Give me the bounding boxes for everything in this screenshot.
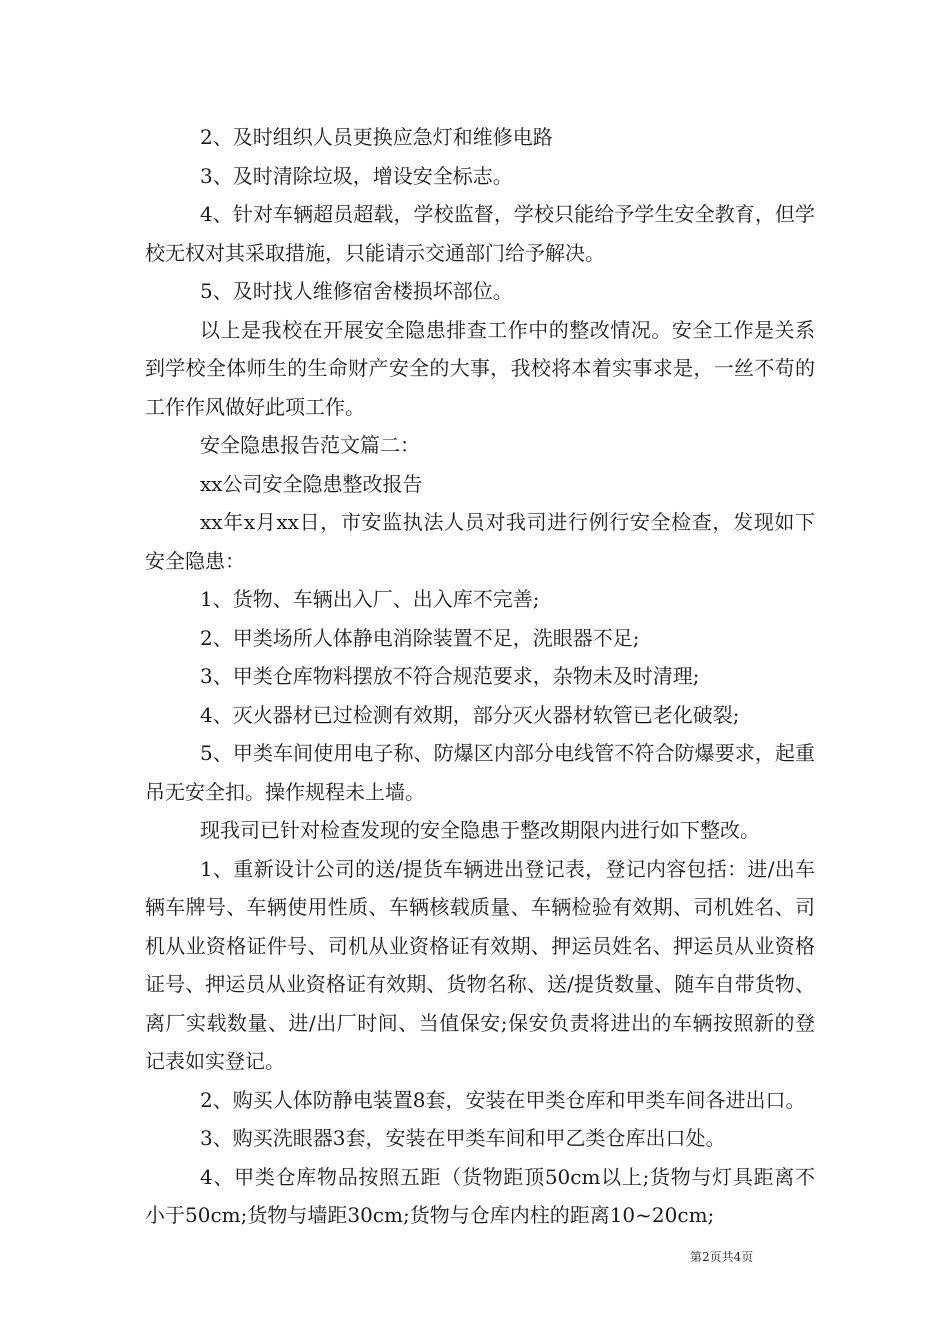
report-title: xx公司安全隐患整改报告	[200, 471, 423, 496]
paragraph-fix-3: 3、及时清除垃圾，增设安全标志。	[200, 163, 513, 188]
section-heading: 安全隐患报告范文篇二：	[200, 433, 420, 457]
hazard-item-3: 3、甲类仓库物料摆放不符合规范要求，杂物未及时清理;	[200, 664, 700, 688]
document-body	[145, 118, 815, 1235]
hazard-item-2: 2、甲类场所人体静电消除装置不足，洗眼器不足;	[200, 625, 640, 650]
rectification-item-3: 3、购买洗眼器3套，安装在甲类车间和甲乙类仓库出口处。	[200, 1126, 726, 1150]
paragraph-inspection-intro: xx年x月xx日，市安监执法人员对我司进行例行安全检查，发现如下安全隐患：	[145, 510, 815, 573]
page-number-footer: 第2页共4页	[690, 1250, 754, 1264]
rectification-item-1: 1、重新设计公司的送/提货车辆进出登记表，登记内容包括：进/出车辆车牌号、车辆使用性质、车辆核载质量、车辆检验有效期、司机姓名、司机从业资格证件号、司机从业资格证有效期、押运员姓名、押运员从业资格证号、押运员从业资格证有效期、货物名称、送/提货数量、随车自带货物、离厂实载数量、进/出厂时间、当值保安;保安负责将进出的车辆按照新的登记表如实登记。	[145, 856, 815, 1073]
paragraph-rectification-intro: 现我司已针对检查发现的安全隐患于整改期限内进行如下整改。	[200, 818, 760, 842]
hazard-item-1: 1、货物、车辆出入厂、出入库不完善;	[200, 587, 540, 611]
paragraph-fix-4: 4、针对车辆超员超载，学校监督，学校只能给予学生安全教育，但学校无权对其采取措施，只能请示交通部门给予解决。	[145, 202, 815, 265]
paragraph-summary: 以上是我校在开展安全隐患排查工作中的整改情况。安全工作是关系到学校全体师生的生命财产安全的大事，我校将本着实事求是，一丝不苟的工作作风做好此项工作。	[145, 317, 815, 419]
hazard-item-5: 5、甲类车间使用电子称、防爆区内部分电线管不符合防爆要求，起重吊无安全扣。操作规程未上墙。	[145, 741, 815, 804]
hazard-item-4: 4、灭火器材已过检测有效期，部分灭火器材软管已老化破裂;	[200, 702, 740, 727]
rectification-item-2: 2、购买人体防静电装置8套，安装在甲类仓库和甲类车间各进出口。	[200, 1087, 806, 1112]
paragraph-fix-5: 5、及时找人维修宿舍楼损坏部位。	[200, 279, 513, 303]
paragraph-fix-2: 2、及时组织人员更换应急灯和维修电路	[200, 125, 553, 149]
rectification-item-4: 4、甲类仓库物品按照五距（货物距顶50cm以上;货物与灯具距离不小于50cm;货物与墙距30cm;货物与仓库内柱的距离10~20cm;	[145, 1164, 815, 1227]
